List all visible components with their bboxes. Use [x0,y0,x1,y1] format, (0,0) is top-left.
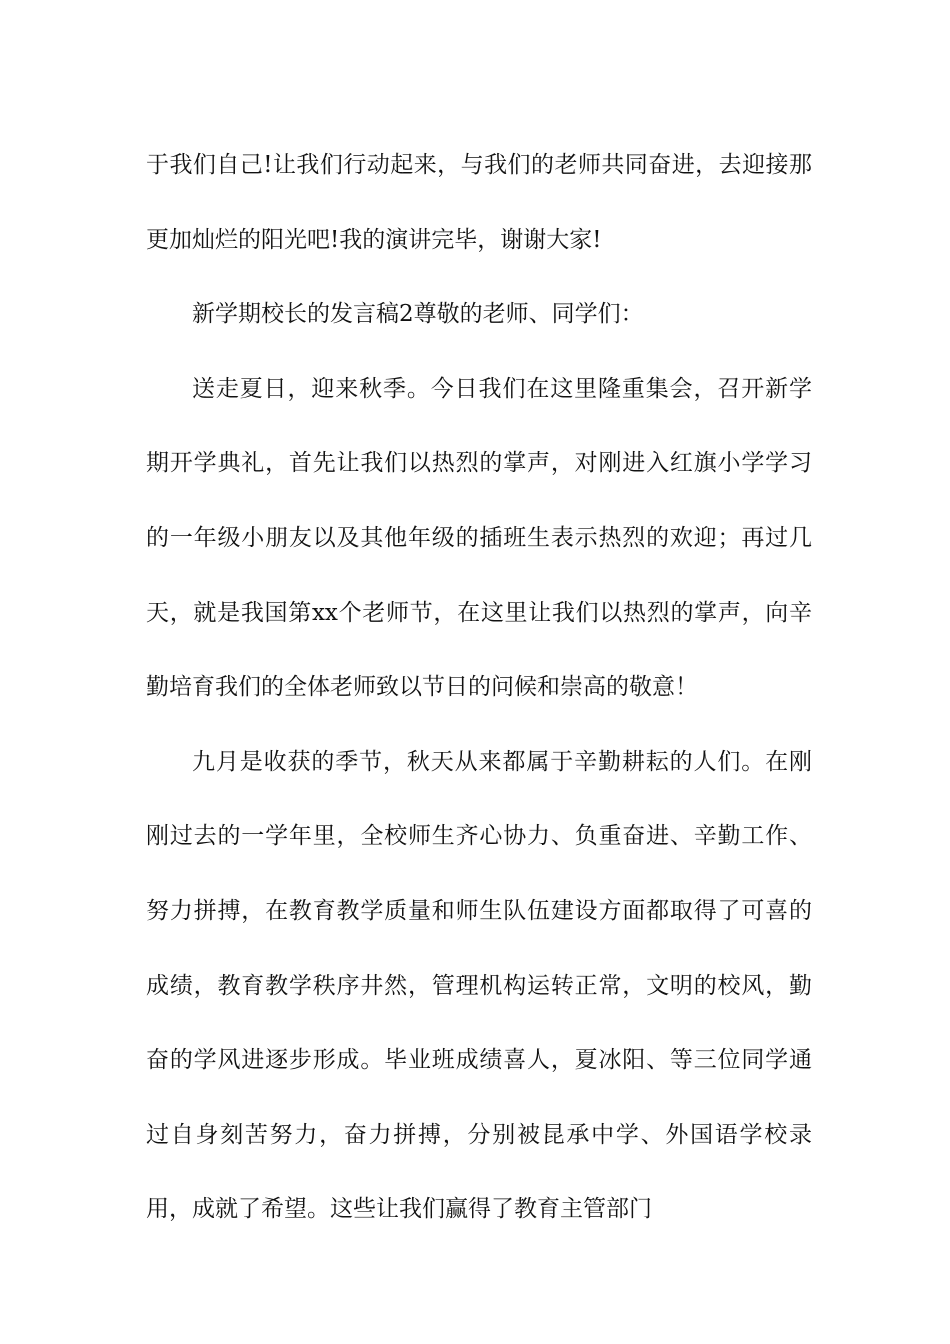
paragraph-2-heading: 新学期校长的发言稿2尊敬的老师、同学们： [192,301,644,328]
paragraph-3: 送走夏日，迎来秋季。今日我们在这里隆重集会，召开新学期开学典礼，首先让我们以热烈的掌声，对刚进入红旗小学学习的一年级小朋友以及其他年级的插班生表示热烈的欢迎；再过几天，就是我国第xx个老师节，在这里让我们以热烈的掌声，向辛勤培育我们的全体老师致以节日的问候和崇高的敬意！ [146,375,812,701]
paragraph-4: 九月是收获的季节，秋天从来都属于辛勤耕耘的人们。在刚刚过去的一学年里，全校师生齐心协力、负重奋进、辛勤工作、努力拼搏，在教育教学质量和师生队伍建设方面都取得了可喜的成绩，教育教学秩序井然，管理机构运转正常，文明的校风，勤奋的学风进逐步形成。毕业班成绩喜人，夏冰阳、等三位同学通过自身刻苦努力，奋力拼搏，分别被昆承中学、外国语学校录用，成就了希望。这些让我们赢得了教育主管部门 [146,748,812,1223]
paragraph-1: 于我们自己!让我们行动起来，与我们的老师共同奋进，去迎接那更加灿烂的阳光吧!我的演讲完毕，谢谢大家! [146,152,812,253]
document-body [146,128,812,1247]
